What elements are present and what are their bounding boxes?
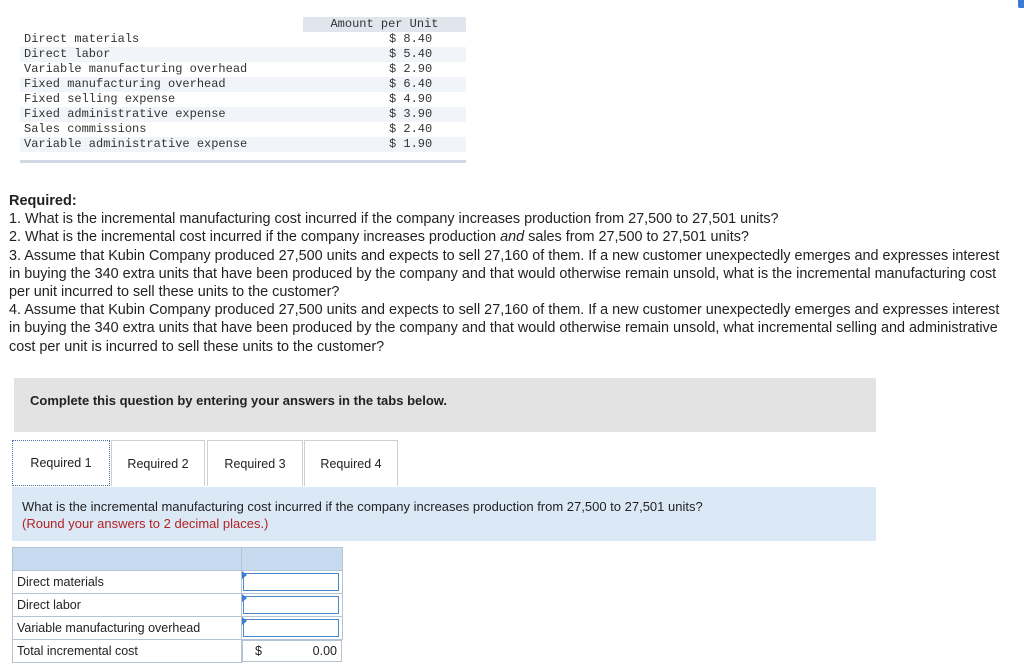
cost-table-header: Amount per Unit (303, 17, 466, 32)
cost-amount: $ 6.40 (303, 77, 466, 92)
answer-label: Direct labor (13, 594, 242, 617)
required-q3: 3. Assume that Kubin Company produced 27,500 units and expects to sell 27,160 of them. If a new customer unexpectedly emerges and expresses interest in buying the 340 extra units that have been produced by the company and that would otherwise remain unsold, what is the incremental manufacturing cost per unit incurred to sell these units to the customer? (9, 247, 1000, 301)
answer-table (12, 547, 343, 663)
answer-label: Variable manufacturing overhead (13, 617, 242, 640)
table-row (13, 594, 343, 617)
direct-materials-input[interactable] (243, 573, 339, 591)
required-q1: 1. What is the incremental manufacturing cost incurred if the company increases production from 27,500 to 27,501 units? (9, 211, 779, 228)
table-row (20, 62, 466, 77)
question-text: What is the incremental manufacturing cost incurred if the company increases production from 27,500 to 27,501 units? (22, 499, 703, 514)
table-row (20, 137, 466, 152)
table-row (20, 92, 466, 107)
cost-table (20, 17, 466, 163)
required-section (9, 192, 1009, 356)
direct-labor-input[interactable] (243, 596, 339, 614)
total-row (13, 640, 343, 663)
cost-amount: $ 1.90 (303, 137, 466, 152)
tab-required-3[interactable]: Required 3 (207, 440, 303, 486)
input-marker-icon (242, 594, 247, 602)
variable-overhead-input[interactable] (243, 619, 339, 637)
instruction-banner (14, 378, 876, 432)
cost-label: Variable administrative expense (20, 137, 303, 152)
table-row (20, 77, 466, 92)
cost-label: Direct materials (24, 32, 140, 46)
cost-amount: $ 3.90 (303, 107, 466, 122)
table-row (20, 107, 466, 122)
table-row (13, 571, 343, 594)
table-row (20, 47, 466, 62)
tab-required-4[interactable]: Required 4 (304, 440, 398, 486)
edge-indicator (1018, 0, 1024, 8)
cost-label: Fixed manufacturing overhead (20, 77, 303, 92)
input-marker-icon (242, 571, 247, 579)
required-q2: 2. What is the incremental cost incurred if the company increases production and sales from 27,500 to 27,501 units? (9, 229, 749, 246)
total-currency: $ (255, 644, 262, 658)
rounding-note: (Round your answers to 2 decimal places.) (22, 516, 269, 531)
tab-required-2[interactable]: Required 2 (111, 440, 205, 486)
answer-label: Direct materials (13, 571, 242, 594)
required-heading: Required: (9, 193, 77, 209)
table-row (13, 617, 343, 640)
cost-amount: $ 8.40 (388, 32, 433, 46)
cost-label: Sales commissions (24, 122, 147, 136)
table-row (20, 32, 466, 47)
cost-amount: $ 5.40 (303, 47, 466, 62)
cost-amount: $ 2.40 (388, 122, 433, 136)
cost-label: Fixed administrative expense (20, 107, 303, 122)
cost-label: Direct labor (20, 47, 303, 62)
question-panel (12, 487, 876, 541)
table-row (20, 122, 466, 137)
required-q4: 4. Assume that Kubin Company produced 27,500 units and expects to sell 27,160 of them. If a new customer unexpectedly emerges and expresses interest in buying the 340 extra units that have been produced by the company and that would otherwise remain unsold, what incremental selling and administrative cost per unit is incurred to sell these units to the customer? (9, 302, 1000, 355)
cost-label: Fixed selling expense (24, 92, 176, 106)
total-value: 0.00 (312, 644, 337, 658)
cost-amount: $ 2.90 (388, 62, 433, 76)
tab-required-1[interactable]: Required 1 (12, 440, 110, 486)
cost-amount: $ 4.90 (388, 92, 433, 106)
cost-label: Variable manufacturing overhead (24, 62, 248, 76)
total-label: Total incremental cost (13, 640, 242, 663)
instruction-text: Complete this question by entering your answers in the tabs below. (30, 393, 448, 408)
input-marker-icon (242, 617, 247, 625)
